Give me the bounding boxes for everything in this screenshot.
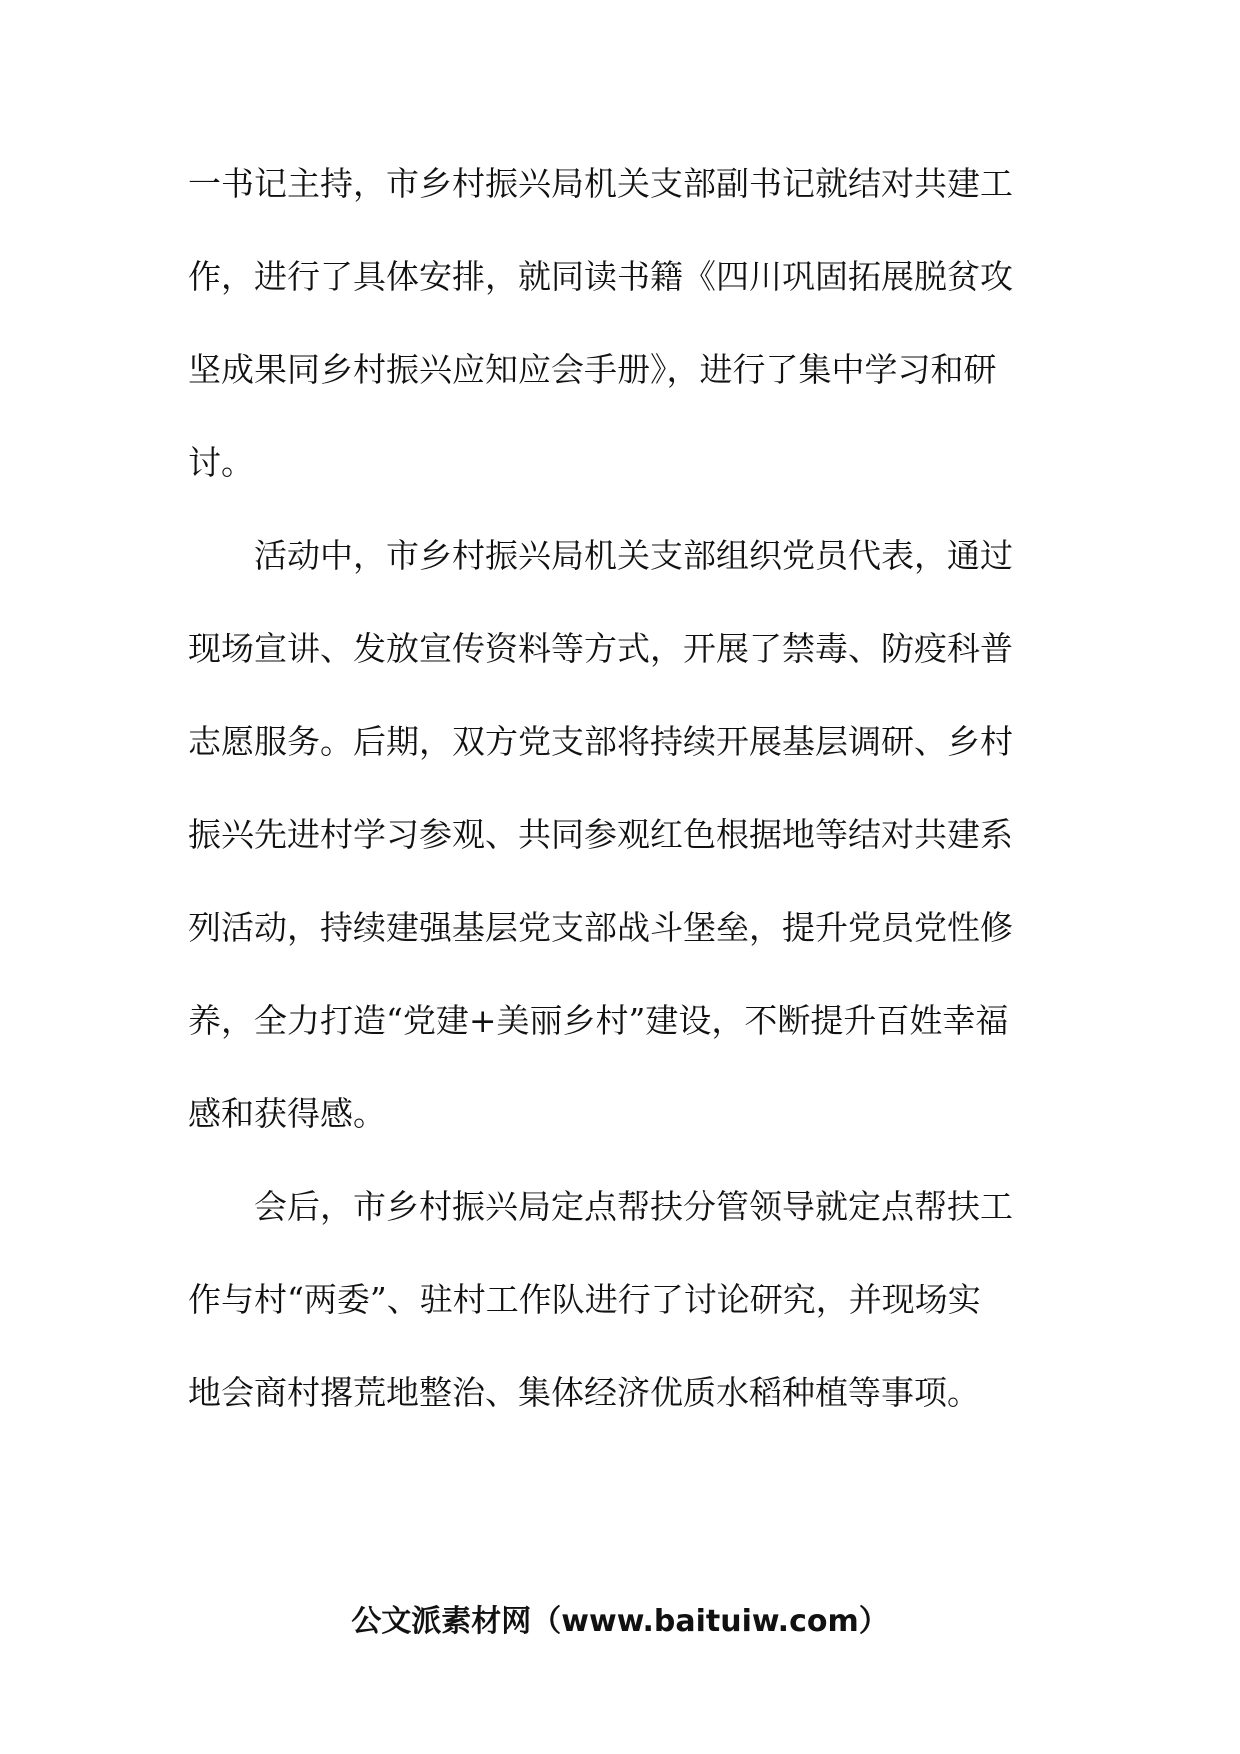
text-line: 现场宣讲、发放宣传资料等方式，开展了禁毒、防疫科普 — [188, 629, 1013, 668]
text-line: 作与村“两委”、驻村工作队进行了讨论研究，并现场实 — [188, 1280, 981, 1319]
text-line: 讨。 — [188, 443, 254, 482]
text-line: 会后，市乡村振兴局定点帮扶分管领导就定点帮扶工 — [188, 1187, 1013, 1226]
text-line: 一书记主持，市乡村振兴局机关支部副书记就结对共建工 — [188, 164, 1013, 203]
text-line: 养，全力打造“党建+美丽乡村”建设，不断提升百姓幸福 — [188, 1001, 1009, 1040]
footer-source: 公文派素材网（www.baituiw.com） — [351, 1604, 889, 1639]
text-line: 坚成果同乡村振兴应知应会手册》，进行了集中学习和研 — [188, 350, 997, 389]
text-line: 志愿服务。后期，双方党支部将持续开展基层调研、乡村 — [188, 722, 1013, 761]
text-line: 地会商村撂荒地整治、集体经济优质水稻种植等事项。 — [188, 1373, 980, 1412]
text-line: 活动中，市乡村振兴局机关支部组织党员代表，通过 — [188, 536, 1013, 575]
text-line: 作，进行了具体安排，就同读书籍《四川巩固拓展脱贫攻 — [188, 257, 1013, 296]
text-line: 列活动，持续建强基层党支部战斗堡垒，提升党员党性修 — [188, 908, 1013, 947]
text-line: 振兴先进村学习参观、共同参观红色根据地等结对共建系 — [188, 815, 1013, 854]
text-line: 感和获得感。 — [188, 1094, 386, 1133]
